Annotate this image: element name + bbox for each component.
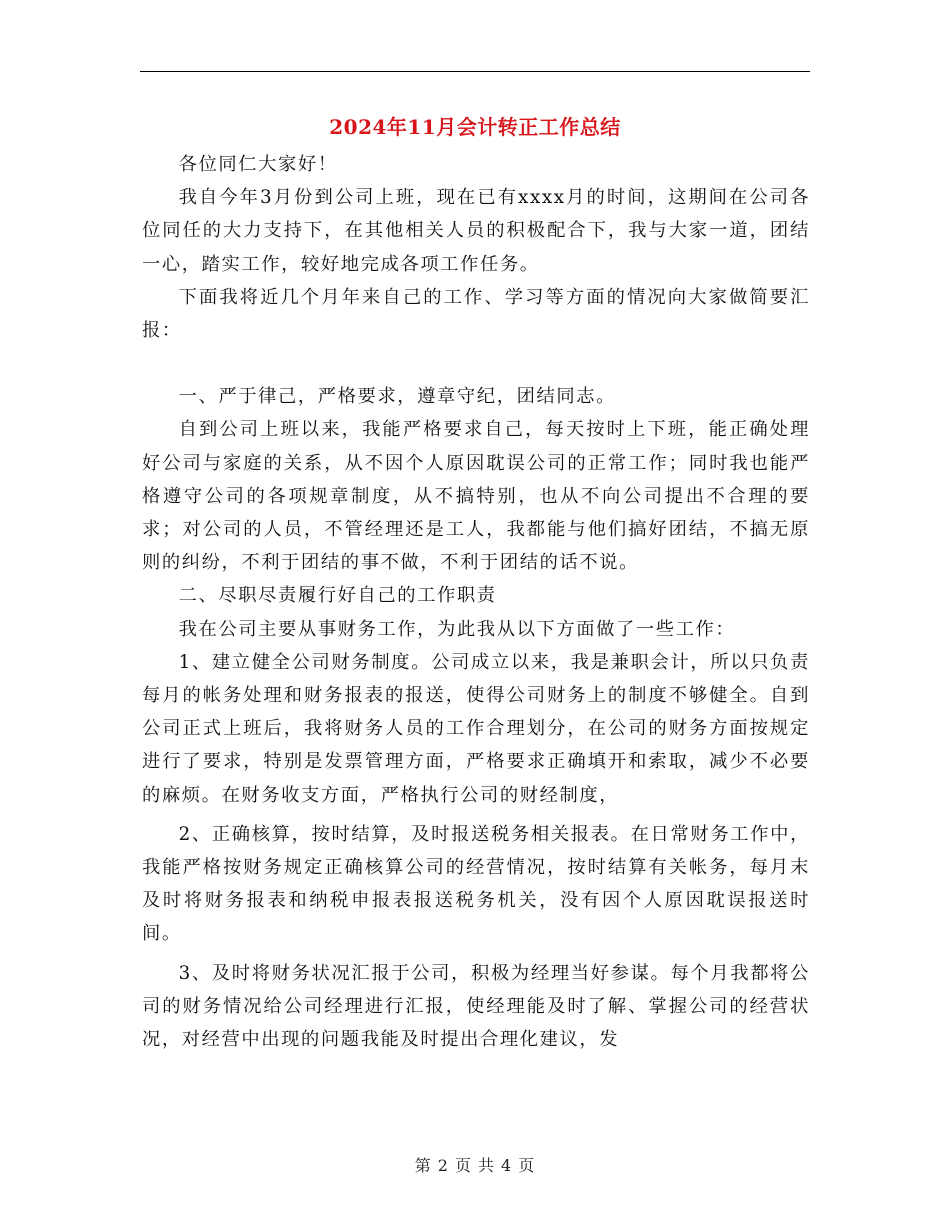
overview-paragraph: 下面我将近几个月年来自己的工作、学习等方面的情况向大家做简要汇报： (142, 286, 810, 342)
discipline-paragraph: 自到公司上班以来，我能严格要求自己，每天按时上下班，能正确处理好公司与家庭的关系，从不因个人原因耽误公司的正常工作；同时我也能严格遵守公司的各项规章制度，从不搞特别，也从不向公司提出不合理的要求；对公司的人员，不管经理还是工人，我都能与他们搞好团结，不搞无原则的纠纷，不利于团结的事不做，不利于团结的话不说。 (142, 419, 810, 574)
page-number-total: 4 (501, 1156, 513, 1175)
page-label-suffix: 页 (518, 1156, 536, 1175)
section-heading-1: 一、严于律己，严格要求，遵章守纪，团结同志。 (178, 386, 616, 408)
document-title: 2024年11月会计转正工作总结 (329, 115, 621, 139)
item-2-paragraph: 2、正确核算，按时结算，及时报送税务相关报表。在日常财务工作中，我能严格按财务规定正确核算公司的经营情况，按时结算有关帐务，每月末及时将财务报表和纳税申报表报送税务机关，没有因个人原因耽误报送时间。 (142, 823, 810, 945)
section-heading-2: 二、尽职尽责履行好自己的工作职责 (178, 585, 497, 607)
page-number-current: 2 (437, 1156, 449, 1175)
header-rule (140, 71, 810, 72)
page-label-mid: 页 (454, 1156, 472, 1175)
greeting-paragraph: 各位同仁大家好！ (178, 154, 338, 175)
intro-paragraph: 我自今年3月份到公司上班，现在已有xxxx月的时间，这期间在公司各位同任的大力支持下，在其他相关人员的积极配合下，我与大家一道，团结一心，踏实工作，较好地完成各项工作任务。 (142, 187, 810, 275)
item-1-paragraph: 1、建立健全公司财务制度。公司成立以来，我是兼职会计，所以只负责每月的帐务处理和财务报表的报送，使得公司财务上的制度不够健全。自到公司正式上班后，我将财务人员的工作合理划分，在公司的财务方面按规定进行了要求，特别是发票管理方面，严格要求正确填开和索取，减少不必要的麻烦。在财务收支方面，严格执行公司的财经制度， (142, 651, 810, 806)
page-footer (0, 1153, 950, 1176)
document-body (142, 148, 810, 1056)
page-label-total-prefix: 共 (478, 1156, 496, 1175)
duties-intro-paragraph: 我在公司主要从事财务工作，为此我从以下方面做了一些工作： (178, 618, 736, 640)
item-3-paragraph: 3、及时将财务状况汇报于公司，积极为经理当好参谋。每个月我都将公司的财务情况给公司经理进行汇报，使经理能及时了解、掌握公司的经营状况，对经营中出现的问题我能及时提出合理化建议，发 (142, 962, 810, 1051)
page-label-prefix: 第 (414, 1156, 432, 1175)
